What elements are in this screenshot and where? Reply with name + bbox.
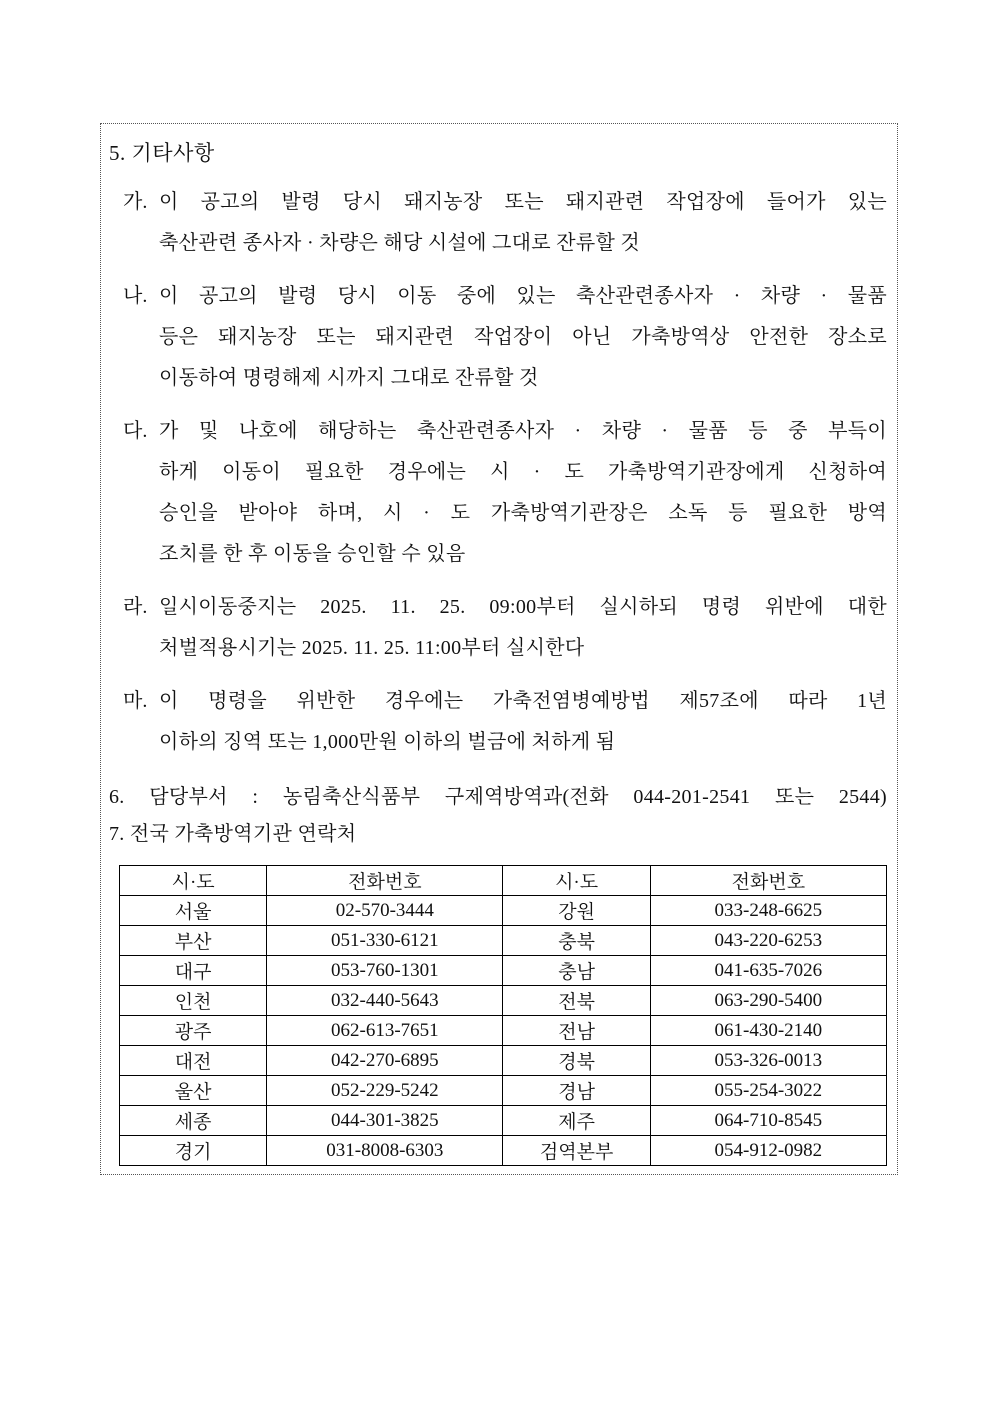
phone-cell: 043-220-6253 [650,926,886,956]
contact-table-header-row [120,866,887,896]
paragraph-da-lines [159,411,887,575]
header-phone-right: 전화번호 [650,866,886,896]
section7-line: 7. 전국 가축방역기관 연락처 [109,823,357,845]
phone-cell: 062-613-7651 [267,1016,503,1046]
paragraph-ra [109,587,887,669]
region-cell: 충남 [503,956,650,986]
region-cell: 충북 [503,926,650,956]
phone-cell: 031-8008-6303 [267,1136,503,1166]
paragraph-ra-line: 일시이동중지는 2025. 11. 25. 09:00부터 실시하되 명령 위반에 대한 [159,596,887,618]
paragraph-na-line: 등은 돼지농장 또는 돼지관련 작업장이 아닌 가축방역상 안전한 장소로 [159,326,887,348]
paragraph-ma-line: 이하의 징역 또는 1,000만원 이하의 벌금에 처하게 됨 [159,731,616,753]
table-row [120,896,887,926]
phone-cell: 041-635-7026 [650,956,886,986]
region-cell: 경기 [120,1136,267,1166]
header-phone-left: 전화번호 [267,866,503,896]
phone-cell: 063-290-5400 [650,986,886,1016]
table-row [120,1016,887,1046]
phone-cell: 051-330-6121 [267,926,503,956]
paragraph-da-line: 조치를 한 후 이동을 승인할 수 있음 [159,543,466,565]
phone-cell: 052-229-5242 [267,1076,503,1106]
paragraph-na-marker: 나. [123,285,148,307]
phone-cell: 044-301-3825 [267,1106,503,1136]
region-cell: 강원 [503,896,650,926]
paragraph-ma-line: 이 명령을 위반한 경우에는 가축전염병예방법 제57조에 따라 1년 [159,690,887,712]
phone-cell: 033-248-6625 [650,896,886,926]
phone-cell: 055-254-3022 [650,1076,886,1106]
phone-cell: 053-326-0013 [650,1046,886,1076]
paragraph-ga-line: 축산관련 종사자 · 차량은 해당 시설에 그대로 잔류할 것 [159,232,640,254]
paragraph-ra-lines [159,587,887,669]
paragraph-na-lines [159,276,887,399]
paragraph-ra-marker: 라. [123,596,148,618]
paragraph-na [109,276,887,399]
region-cell: 전남 [503,1016,650,1046]
region-cell: 부산 [120,926,267,956]
table-row [120,1136,887,1166]
paragraph-da-line: 승인을 받아야 하며, 시 · 도 가축방역기관장은 소독 등 필요한 방역 [159,502,887,524]
region-cell: 검역본부 [503,1136,650,1166]
paragraph-ma-marker: 마. [123,690,148,712]
phone-cell: 061-430-2140 [650,1016,886,1046]
contact-table [119,865,887,1166]
table-row [120,926,887,956]
region-cell: 경남 [503,1076,650,1106]
section5-heading: 5. 기타사항 [109,141,215,165]
section6-line: 6. 담당부서 : 농림축산식품부 구제역방역과(전화 044-201-2541 또는 2544) [109,786,887,808]
phone-cell: 053-760-1301 [267,956,503,986]
paragraph-ma-lines [159,681,887,763]
phone-cell: 054-912-0982 [650,1136,886,1166]
region-cell: 대구 [120,956,267,986]
paragraph-ga [109,182,887,264]
region-cell: 세종 [120,1106,267,1136]
table-row [120,1076,887,1106]
region-cell: 전북 [503,986,650,1016]
paragraph-ga-line: 이 공고의 발령 당시 돼지농장 또는 돼지관련 작업장에 들어가 있는 [159,191,887,213]
paragraph-ga-marker: 가. [123,191,148,213]
header-region-right: 시·도 [503,866,650,896]
region-cell: 제주 [503,1106,650,1136]
phone-cell: 042-270-6895 [267,1046,503,1076]
phone-cell: 064-710-8545 [650,1106,886,1136]
region-cell: 서울 [120,896,267,926]
paragraph-ra-line: 처벌적용시기는 2025. 11. 25. 11:00부터 실시한다 [159,637,585,659]
table-row [120,956,887,986]
phone-cell: 02-570-3444 [267,896,503,926]
table-row [120,1046,887,1076]
paragraph-da-marker: 다. [123,420,148,442]
paragraph-ga-lines [159,182,887,264]
paragraph-da [109,411,887,575]
region-cell: 인천 [120,986,267,1016]
paragraph-ma [109,681,887,763]
region-cell: 울산 [120,1076,267,1106]
notice-border-box [100,123,898,1175]
table-row [120,1106,887,1136]
table-row [120,986,887,1016]
paragraph-na-line: 이 공고의 발령 당시 이동 중에 있는 축산관련종사자 · 차량 · 물품 [159,285,887,307]
paragraph-na-line: 이동하여 명령해제 시까지 그대로 잔류할 것 [159,367,539,389]
paragraph-da-line: 하게 이동이 필요한 경우에는 시 · 도 가축방역기관장에게 신청하여 [159,461,887,483]
phone-cell: 032-440-5643 [267,986,503,1016]
region-cell: 광주 [120,1016,267,1046]
header-region-left: 시·도 [120,866,267,896]
paragraph-da-line: 가 및 나호에 해당하는 축산관련종사자 · 차량 · 물품 등 중 부득이 [159,420,887,442]
region-cell: 대전 [120,1046,267,1076]
region-cell: 경북 [503,1046,650,1076]
